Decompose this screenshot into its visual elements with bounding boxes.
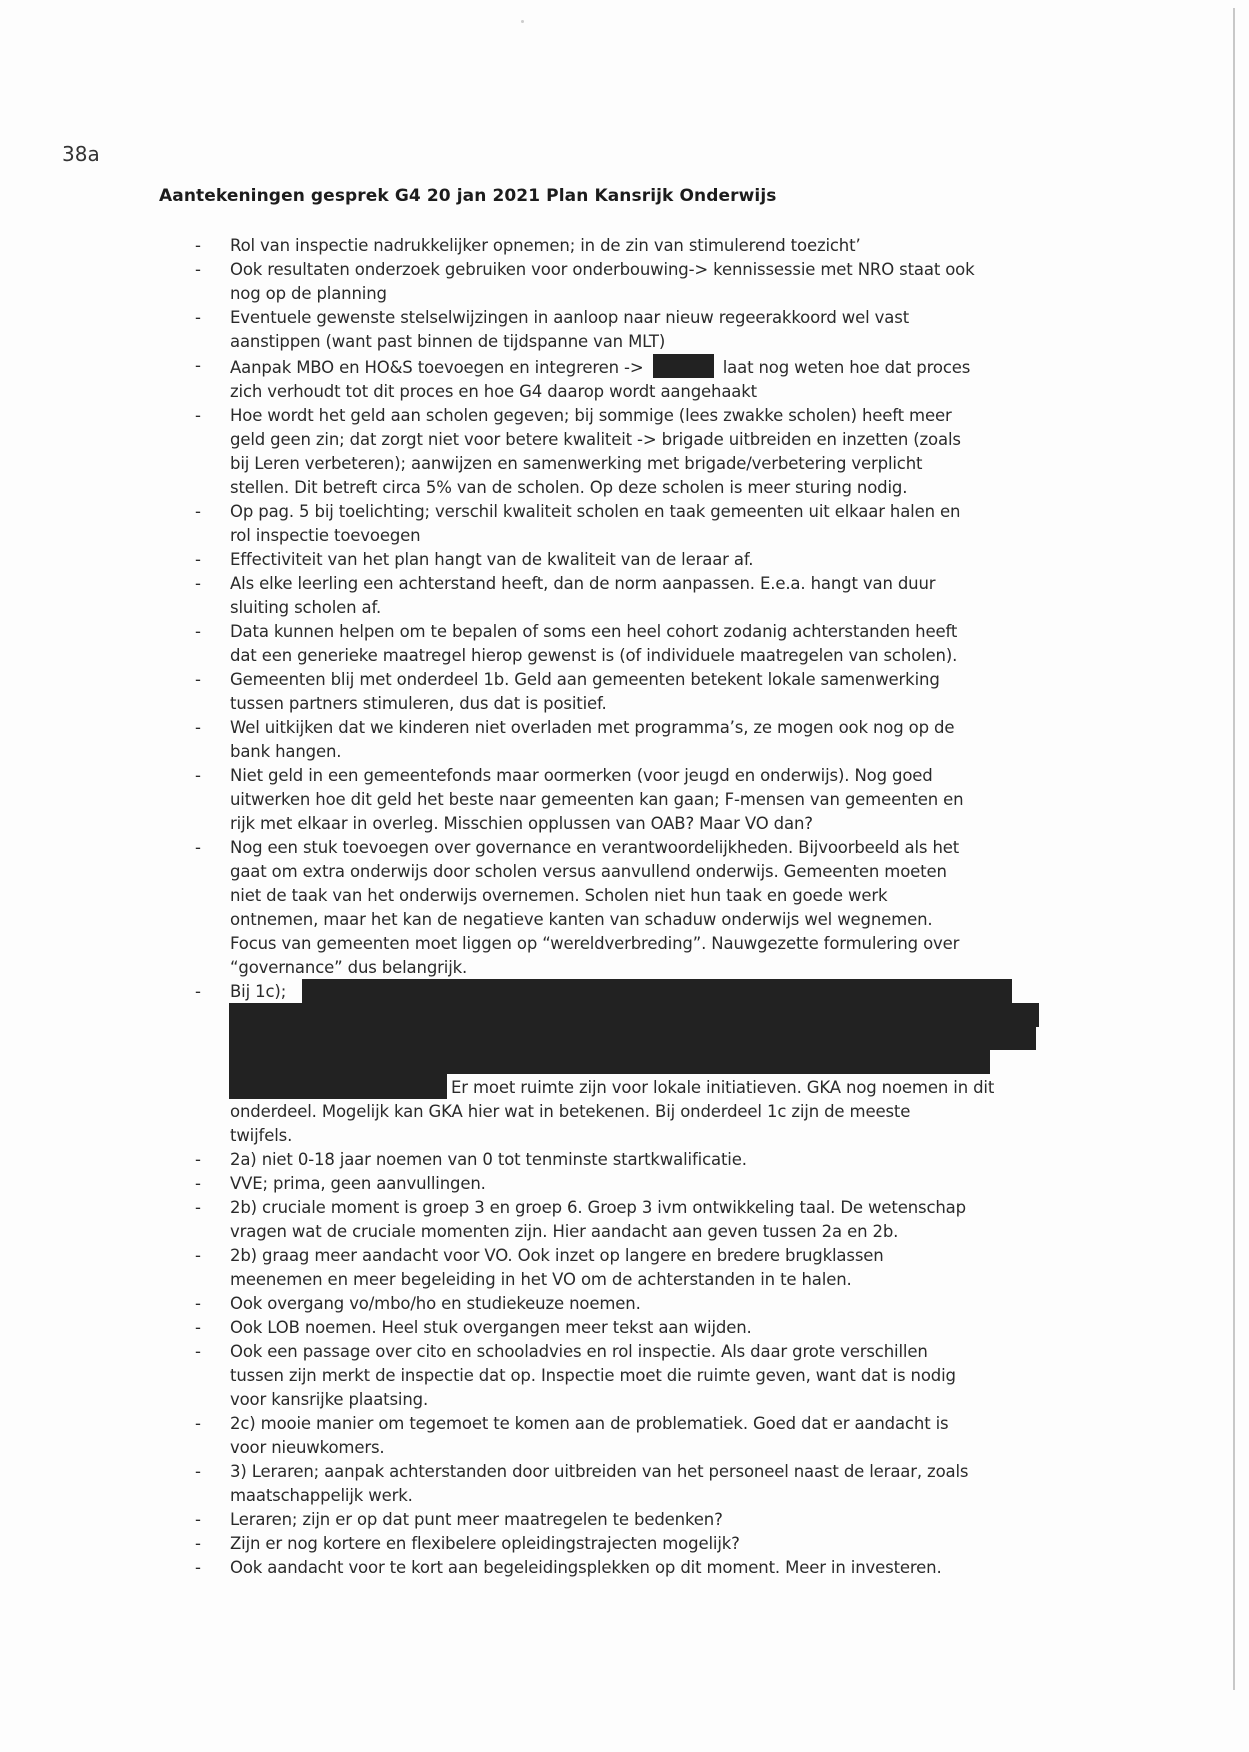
list-item [0,500,1249,548]
list-item [0,1340,1249,1412]
list-item-text: zich verhoudt tot dit proces en hoe G4 daarop wordt aangehaakt [230,382,757,401]
list-item-text: tussen partners stimuleren, dus dat is positief. [230,694,607,713]
bullet-dash: - [195,1198,201,1217]
list-item-text: maatschappelijk werk. [230,1486,413,1505]
list-item [0,620,1249,668]
list-item-text: uitwerken hoe dit geld het beste naar gemeenten kan gaan; F-mensen van gemeenten en [230,790,964,809]
bullet-dash: - [195,308,201,327]
list-item [0,1172,1249,1196]
list-item-text-before-redaction: Aanpak MBO en HO&S toevoegen en integreren -> [230,358,644,377]
list-item-text: ontnemen, maar het kan de negatieve kanten van schaduw onderwijs wel wegnemen. [230,910,933,929]
bullet-dash: - [195,982,201,1001]
list-item-text: Zijn er nog kortere en flexibelere opleidingstrajecten mogelijk? [230,1534,740,1553]
bullet-dash: - [195,1150,201,1169]
list-item-text: 2a) niet 0-18 jaar noemen van 0 tot tenminste startkwalificatie. [230,1150,747,1169]
list-item-text: Data kunnen helpen om te bepalen of soms een heel cohort zodanig achterstanden heeft [230,622,958,641]
bullet-dash: - [195,1174,201,1193]
list-item-text: 2b) cruciale moment is groep 3 en groep 6. Groep 3 ivm ontwikkeling taal. De wetenschap [230,1198,966,1217]
list-item [0,980,1249,1148]
redaction-region [230,980,1070,1100]
redaction-block [302,979,1012,1003]
list-item-text: voor kansrijke plaatsing. [230,1390,429,1409]
bullet-dash: - [195,260,201,279]
list-item-text: Niet geld in een gemeentefonds maar oormerken (voor jeugd en onderwijs). Nog goed [230,766,933,785]
list-item [0,1196,1249,1244]
list-item-text: VVE; prima, geen aanvullingen. [230,1174,486,1193]
bullet-dash: - [195,550,201,569]
list-item [0,306,1249,354]
bullet-dash: - [195,1462,201,1481]
list-item-text: Ook een passage over cito en schooladvies en rol inspectie. Als daar grote verschillen [230,1342,928,1361]
list-item [0,764,1249,836]
notes-list [0,234,1249,1580]
list-item-text: rijk met elkaar in overleg. Misschien opplussen van OAB? Maar VO dan? [230,814,813,833]
list-item-text: dat een generieke maatregel hierop gewenst is (of individuele maatregelen van scholen). [230,646,958,665]
list-item [0,258,1249,306]
redaction-block [653,354,714,378]
list-item [0,1532,1249,1556]
bullet-dash: - [195,1534,201,1553]
list-item-text: Wel uitkijken dat we kinderen niet overladen met programma’s, ze mogen ook nog op de [230,718,955,737]
list-item-text: 2c) mooie manier om tegemoet te komen aan de problematiek. Goed dat er aandacht is [230,1414,949,1433]
list-item-text: Ook LOB noemen. Heel stuk overgangen meer tekst aan wijden. [230,1318,752,1337]
bullet-dash: - [195,1510,201,1529]
bullet-dash: - [195,718,201,737]
list-item [0,1316,1249,1340]
list-item-text: Rol van inspectie nadrukkelijker opnemen; in de zin van stimulerend toezicht’ [230,236,861,255]
list-item [0,1460,1249,1508]
bullet-dash: - [195,838,201,857]
list-item-text: rol inspectie toevoegen [230,526,421,545]
list-item-text-before-redaction: Bij 1c); [230,982,287,1001]
bullet-dash: - [195,236,201,255]
list-item-text [230,354,1070,380]
list-item-text: Ook resultaten onderzoek gebruiken voor onderbouwing-> kennissessie met NRO staat ook [230,260,975,279]
list-item-text: Eventuele gewenste stelselwijzingen in aanloop naar nieuw regeerakkoord wel vast [230,308,910,327]
list-item-text: niet de taak van het onderwijs overnemen. Scholen niet hun taak en goede werk [230,886,888,905]
list-item [0,354,1249,404]
bullet-dash: - [195,1558,201,1577]
list-item-text: 2b) graag meer aandacht voor VO. Ook inzet op langere en bredere brugklassen [230,1246,884,1265]
bullet-dash: - [195,670,201,689]
list-item-text: Leraren; zijn er op dat punt meer maatregelen te bedenken? [230,1510,723,1529]
list-item-text: tussen zijn merkt de inspectie dat op. Inspectie moet die ruimte geven, want dat is nodig [230,1366,956,1385]
list-item-text: Hoe wordt het geld aan scholen gegeven; bij sommige (lees zwakke scholen) heeft meer [230,406,952,425]
list-item-text: 3) Leraren; aanpak achterstanden door uitbreiden van het personeel naast de leraar, zoals [230,1462,969,1481]
list-item-text: “governance” dus belangrijk. [230,958,468,977]
list-item [0,404,1249,500]
list-item-text: Ook overgang vo/mbo/ho en studiekeuze noemen. [230,1294,641,1313]
list-item [0,1148,1249,1172]
bullet-dash: - [195,1414,201,1433]
list-item-text: stellen. Dit betreft circa 5% van de scholen. Op deze scholen is meer sturing nodig. [230,478,908,497]
list-item-text: bank hangen. [230,742,342,761]
list-item-text: aanstippen (want past binnen de tijdspanne van MLT) [230,332,666,351]
document-title: Aantekeningen gesprek G4 20 jan 2021 Plan Kansrijk Onderwijs [159,186,777,206]
list-item-text: sluiting scholen af. [230,598,382,617]
list-item-text: Gemeenten blij met onderdeel 1b. Geld aan gemeenten betekent lokale samenwerking [230,670,940,689]
scan-speck [521,20,524,23]
list-item [0,1556,1249,1580]
list-item-text-after-redaction: laat nog weten hoe dat proces [722,358,971,377]
list-item [0,1292,1249,1316]
list-item [0,668,1249,716]
list-item-text: Ook aandacht voor te kort aan begeleidingsplekken op dit moment. Meer in investeren. [230,1558,942,1577]
list-item-text: Effectiviteit van het plan hangt van de kwaliteit van de leraar af. [230,550,754,569]
list-item [0,1412,1249,1460]
list-item [0,836,1249,980]
bullet-dash: - [195,574,201,593]
list-item [0,572,1249,620]
list-item-text: Als elke leerling een achterstand heeft, dan de norm aanpassen. E.e.a. hangt van duur [230,574,936,593]
list-item-text: meenemen en meer begeleiding in het VO om de achterstanden in te halen. [230,1270,852,1289]
list-item-text-after-redaction: Er moet ruimte zijn voor lokale initiatieven. GKA nog noemen in dit [451,1078,995,1097]
bullet-dash: - [195,1318,201,1337]
redaction-block [229,1026,1036,1050]
list-item-text: twijfels. [230,1126,293,1145]
bullet-dash: - [195,1294,201,1313]
redaction-block [229,1073,447,1099]
list-item-text: gaat om extra onderwijs door scholen versus aanvullend onderwijs. Gemeenten moeten [230,862,947,881]
bullet-dash: - [195,356,201,375]
bullet-dash: - [195,1342,201,1361]
list-item-text: onderdeel. Mogelijk kan GKA hier wat in betekenen. Bij onderdeel 1c zijn de meeste [230,1102,911,1121]
bullet-dash: - [195,622,201,641]
bullet-dash: - [195,766,201,785]
bullet-dash: - [195,502,201,521]
redaction-block [229,1003,1039,1027]
redaction-block [229,1050,990,1074]
list-item-text: nog op de planning [230,284,387,303]
list-item [0,548,1249,572]
list-item [0,1508,1249,1532]
bullet-dash: - [195,1246,201,1265]
list-item [0,1244,1249,1292]
list-item-text: vragen wat de cruciale momenten zijn. Hier aandacht aan geven tussen 2a en 2b. [230,1222,899,1241]
list-item-text: Op pag. 5 bij toelichting; verschil kwaliteit scholen en taak gemeenten uit elkaar halen en [230,502,961,521]
list-item-text: Focus van gemeenten moet liggen op “wereldverbreding”. Nauwgezette formulering over [230,934,960,953]
page-number: 38a [62,142,100,166]
list-item-text: bij Leren verbeteren); aanwijzen en samenwerking met brigade/verbetering verplicht [230,454,923,473]
list-item-text: voor nieuwkomers. [230,1438,385,1457]
list-item-text: geld geen zin; dat zorgt niet voor betere kwaliteit -> brigade uitbreiden en inzetten (zoals [230,430,961,449]
list-item [0,716,1249,764]
list-item [0,234,1249,258]
list-item-text: Nog een stuk toevoegen over governance en verantwoordelijkheden. Bijvoorbeeld als het [230,838,960,857]
bullet-dash: - [195,406,201,425]
